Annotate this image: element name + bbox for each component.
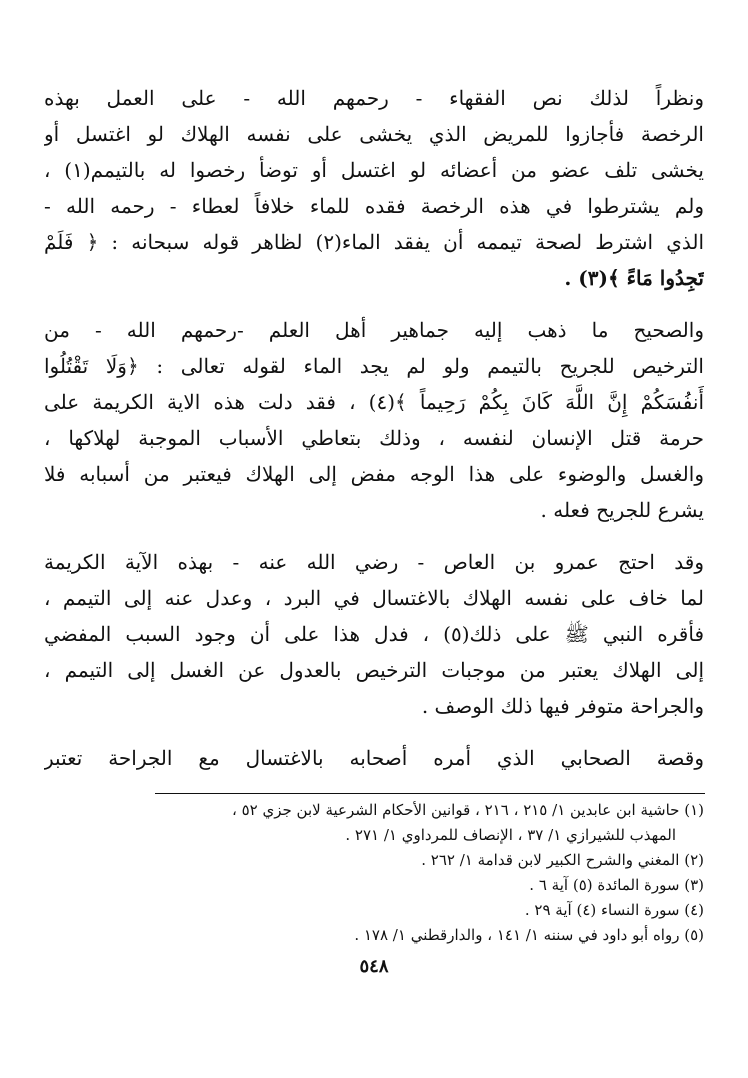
footnote-4: (٤) سورة النساء (٤) آية ٢٩ .	[524, 901, 704, 919]
body-text	[44, 80, 704, 792]
text-line: والصحيح ما ذهب إليه جماهير أهل العلم -رحمهم الله - من	[44, 318, 704, 342]
text-line: والغسل والوضوء على هذا الوجه مفض إلى الهلاك فيعتبر من أسبابه فلا	[44, 462, 704, 486]
page-number: ٥٤٨	[359, 956, 389, 977]
text-line: يشرع للجريح فعله .	[540, 498, 704, 522]
text-line: فأقره النبي ﷺ على ذلك(٥) ، فدل هذا على أن وجود السبب المفضي	[44, 622, 704, 646]
paragraph-1	[44, 80, 704, 296]
footnote-1-continued: المهذب للشيرازي ١/ ٣٧ ، الإنصاف للمرداوي ١/ ٢٧١ .	[345, 826, 676, 844]
footnote-1: (١) حاشية ابن عابدين ١/ ٢١٥ ، ٢١٦ ، قوانين الأحكام الشرعية لابن جزي ٥٢ ،	[231, 801, 704, 819]
paragraph-3	[44, 544, 704, 724]
footnotes	[44, 798, 704, 948]
paragraph-4	[44, 740, 704, 776]
text-line: الرخصة فأجازوا للمريض الذي يخشى على نفسه الهلاك لو اغتسل أو	[44, 122, 704, 146]
footnote-2: (٢) المغني والشرح الكبير لابن قدامة ١/ ٢٦٢ .	[421, 851, 704, 869]
text-line: الترخيص للجريح بالتيمم ولو لم يجد الماء لقوله تعالى : ﴿وَلَا تَقْتُلُوا	[44, 354, 704, 378]
footnote-5: (٥) رواه أبو داود في سننه ١/ ١٤١ ، والدارقطني ١/ ١٧٨ .	[354, 926, 704, 944]
text-line: إلى الهلاك يعتبر من موجبات الترخيص بالعدول عن الغسل إلى التيمم ،	[44, 658, 704, 682]
text-line: ونظراً لذلك نص الفقهاء - رحمهم الله - على العمل بهذه	[44, 86, 704, 110]
text-line: لما خاف على نفسه الهلاك بالاغتسال في البرد ، وعدل عنه إلى التيمم ،	[44, 586, 704, 610]
text-line: الذي اشترط لصحة تيممه أن يفقد الماء(٢) لظاهر قوله سبحانه : ﴿ فَلَمْ	[44, 230, 704, 254]
paragraph-2	[44, 312, 704, 528]
text-line: وقصة الصحابي الذي أمره أصحابه بالاغتسال مع الجراحة تعتبر	[44, 746, 704, 770]
footnote-divider	[155, 793, 705, 794]
text-line: وقد احتج عمرو بن العاص - رضي الله عنه - بهذه الآية الكريمة	[44, 550, 704, 574]
text-line: تَجِدُوا مَاءً ﴾(٣) .	[564, 266, 704, 290]
text-line: والجراحة متوفر فيها ذلك الوصف .	[421, 694, 704, 718]
text-line: يخشى تلف عضو من أعضائه لو اغتسل أو توضأ رخصوا له بالتيمم(١) ،	[44, 158, 704, 182]
text-line: حرمة قتل الإنسان لنفسه ، وذلك بتعاطي الأسباب الموجبة لهلاكها ،	[44, 426, 704, 450]
footnote-3: (٣) سورة المائدة (٥) آية ٦ .	[529, 876, 704, 894]
text-line: أَنفُسَكُمْ إِنَّ اللَّهَ كَانَ بِكُمْ رَحِيماً ﴾(٤) ، فقد دلت هذه الاية الكريمة على	[44, 390, 704, 414]
text-line: ولم يشترطوا في هذه الرخصة فقده للماء خلافاً لعطاء - رحمه الله -	[44, 194, 704, 218]
